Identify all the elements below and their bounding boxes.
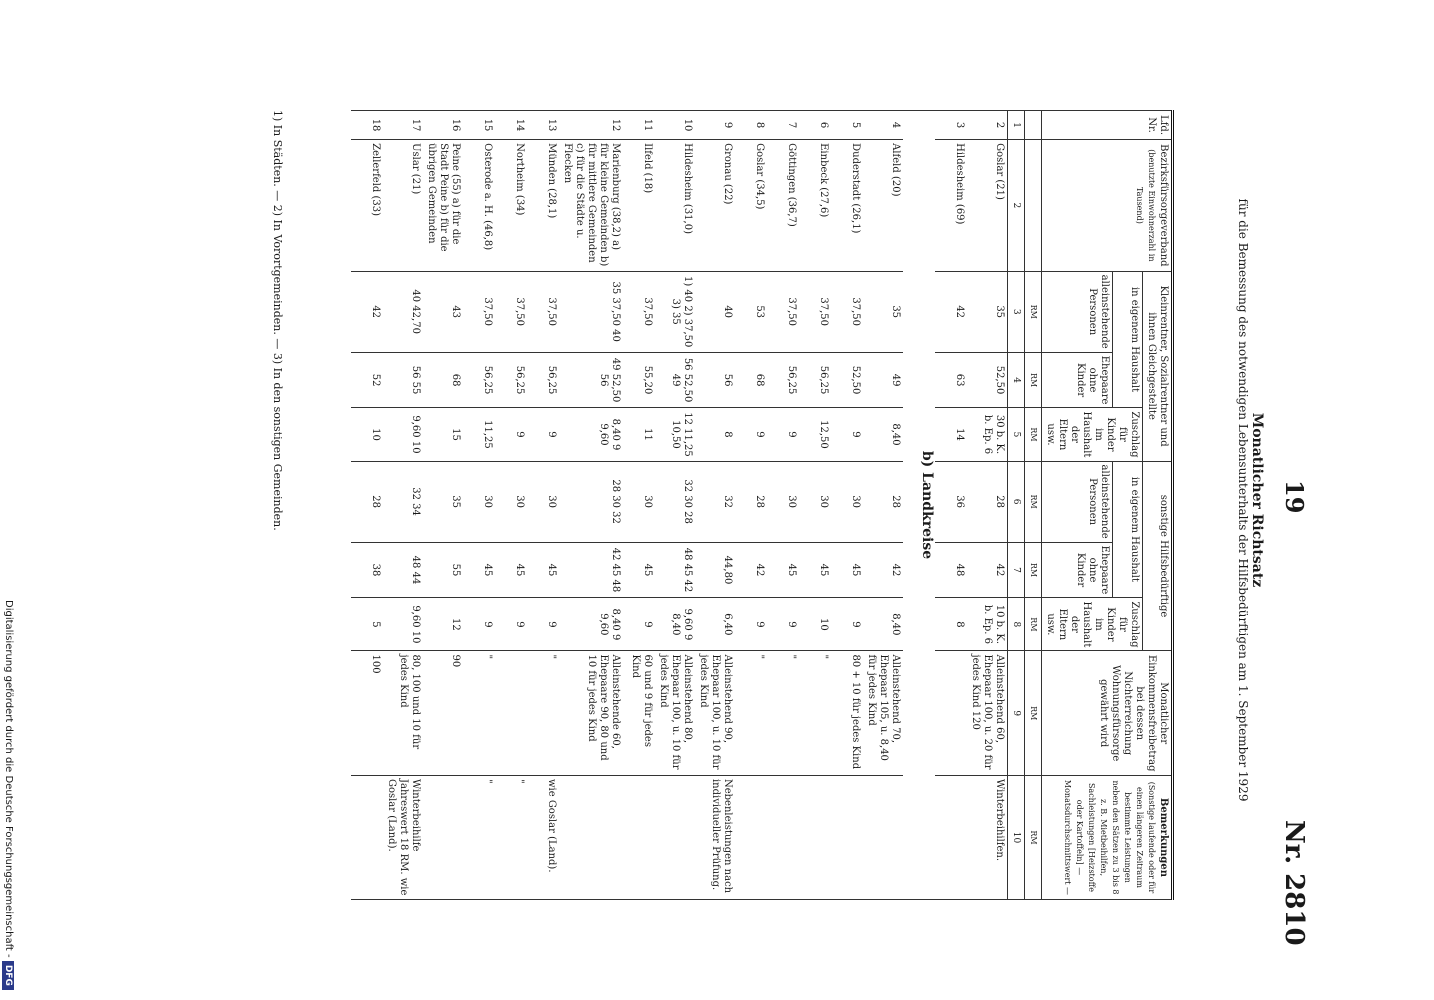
row-number: 10	[655, 111, 695, 140]
cell-a-child: 14	[935, 408, 967, 461]
district-name: Hildesheim (31,0)	[655, 140, 695, 272]
cell-a-alone: 53	[735, 271, 767, 352]
cell-remarks	[351, 775, 383, 899]
cell-b-child: 9	[735, 598, 767, 651]
cell-a-couple: 52,50	[967, 352, 1008, 408]
cell-b-couple: 42	[967, 542, 1008, 598]
table-row	[967, 111, 1008, 900]
col-number: 1	[1008, 111, 1025, 140]
district-name: Northeim (34)	[495, 140, 527, 272]
cell-income: 90	[423, 651, 463, 776]
district-name: Marienburg (38,2) a) für kleine Gemeinden b) für mittlere Gemeinden c) für die Städte u. Flecken	[559, 140, 623, 272]
cell-remarks	[799, 775, 831, 899]
cell-a-alone: 42	[935, 271, 967, 352]
cell-income: 60 und 9 für jedes Kind	[623, 651, 655, 776]
col-number: 9	[1008, 651, 1025, 776]
district-name: Hildesheim (69)	[935, 140, 967, 272]
col-a-in-household: in eigenem Haushalt	[1113, 271, 1143, 408]
cell-a-couple: 56 52,50 49	[655, 352, 695, 408]
cell-income: "	[463, 651, 495, 776]
table-row	[351, 111, 383, 900]
section-row	[903, 111, 935, 900]
cell-b-alone: 28	[351, 461, 383, 542]
cell-remarks: Winterbeihilfe Jahreswert 18 RM. wie Goslar (Land).	[383, 775, 423, 899]
cell-b-child: 8	[935, 598, 967, 651]
credit-strip	[2, 600, 14, 995]
unit-label: RM	[1025, 461, 1042, 542]
cell-b-alone: 35	[423, 461, 463, 542]
table-row	[831, 111, 863, 900]
cell-a-alone: 35 37,50 40	[559, 271, 623, 352]
cell-a-child: 12,50	[799, 408, 831, 461]
col-header-district-title: Bezirksfürsorgeverband	[1158, 144, 1169, 267]
cell-a-alone: 37,50	[831, 271, 863, 352]
cell-a-child: 9	[767, 408, 799, 461]
unit-label: RM	[1025, 775, 1042, 899]
table-row	[735, 111, 767, 900]
district-name: Goslar (34,5)	[735, 140, 767, 272]
cell-remarks	[559, 775, 623, 899]
cell-a-couple: 49 52,50 56	[559, 352, 623, 408]
cell-b-couple: 55	[423, 542, 463, 598]
district-name: Gronau (22)	[695, 140, 735, 272]
cell-remarks	[655, 775, 695, 899]
cell-b-child: 9	[527, 598, 559, 651]
cell-b-child: 8,40 9 9,60	[559, 598, 623, 651]
cell-a-couple: 52,50	[831, 352, 863, 408]
cell-b-alone: 30	[463, 461, 495, 542]
cell-remarks: "	[495, 775, 527, 899]
row-number: 7	[767, 111, 799, 140]
district-name: Uslar (21)	[383, 140, 423, 272]
table-row	[655, 111, 695, 900]
cell-a-child: 8	[695, 408, 735, 461]
cell-remarks	[767, 775, 799, 899]
cell-a-child: 9	[495, 408, 527, 461]
table-row	[767, 111, 799, 900]
row-number: 18	[351, 111, 383, 140]
cell-a-couple: 49	[863, 352, 903, 408]
col-header-no: Lfd. Nr.	[1042, 111, 1173, 140]
cell-b-alone: 28	[967, 461, 1008, 542]
cell-b-alone: 28	[863, 461, 903, 542]
table-row	[935, 111, 967, 900]
cell-b-child: 9	[831, 598, 863, 651]
cell-b-couple: 48 44	[383, 542, 423, 598]
credit-text: Digitalisierung gefördert durch die Deutsche Forschungsgemeinschaft -	[3, 600, 14, 958]
cell-a-alone: 35	[967, 271, 1008, 352]
unit-label: RM	[1025, 408, 1042, 461]
cell-income: "	[767, 651, 799, 776]
cell-a-child: 8,40 9 9,60	[559, 408, 623, 461]
col-b-in-household: in eigenem Haushalt	[1113, 461, 1143, 598]
cell-b-couple: 45	[799, 542, 831, 598]
data-table	[351, 110, 1174, 900]
cell-b-child: 10 b. K. b. Ep. 6	[967, 598, 1008, 651]
cell-a-couple: 56,25	[463, 352, 495, 408]
cell-b-alone: 28	[735, 461, 767, 542]
cell-a-couple: 56,25	[767, 352, 799, 408]
cell-b-alone: 30	[767, 461, 799, 542]
district-name: Einbeck (27,6)	[799, 140, 831, 272]
document-number: Nr. 2810	[1279, 820, 1309, 946]
cell-b-alone: 30	[495, 461, 527, 542]
cell-remarks: Winterbeihilfen.	[967, 775, 1008, 899]
col-b-alone: alleinstehende Personen	[1042, 461, 1113, 542]
cell-income: Alleinstehend 90, Ehepaar 100, u. 10 für jedes Kind	[695, 651, 735, 776]
cell-a-alone: 37,50	[799, 271, 831, 352]
cell-income: 80, 100 und 10 für jedes Kind	[383, 651, 423, 776]
cell-income: Alleinstehend 70, Ehepaar 105, u. 8,40 für jedes Kind	[863, 651, 903, 776]
row-number: 17	[383, 111, 423, 140]
cell-a-couple: 68	[735, 352, 767, 408]
cell-remarks: "	[463, 775, 495, 899]
cell-income: 80 + 10 für jedes Kind	[831, 651, 863, 776]
cell-b-alone: 30	[527, 461, 559, 542]
cell-remarks	[863, 775, 903, 899]
row-number: 4	[863, 111, 903, 140]
col-header-income: Monatlicher Einkommensfreibetrag bei dessen Nichterreichung Wohnungsfürsorge gewährt wird	[1042, 651, 1173, 776]
col-group-a: Kleinrentner, Sozialrentner und ihnen Gleichgestellte	[1143, 271, 1173, 461]
table-row	[423, 111, 463, 900]
district-name: Ilfeld (18)	[623, 140, 655, 272]
cell-b-couple: 45	[463, 542, 495, 598]
cell-b-alone: 36	[935, 461, 967, 542]
col-number: 8	[1008, 598, 1025, 651]
cell-b-child: 12	[423, 598, 463, 651]
cell-b-couple: 42	[863, 542, 903, 598]
cell-a-couple: 63	[935, 352, 967, 408]
row-number: 11	[623, 111, 655, 140]
col-number: 2	[1008, 140, 1025, 272]
cell-b-alone: 32	[695, 461, 735, 542]
cell-a-child: 10	[351, 408, 383, 461]
cell-a-child: 30 b. K. b. Ep. 6	[967, 408, 1008, 461]
cell-b-alone: 32 34	[383, 461, 423, 542]
cell-b-couple: 45	[623, 542, 655, 598]
table-row	[559, 111, 623, 900]
row-number: 2	[967, 111, 1008, 140]
district-name: Alfeld (20)	[863, 140, 903, 272]
row-number: 5	[831, 111, 863, 140]
col-number: 6	[1008, 461, 1025, 542]
cell-b-couple: 42 45 48	[559, 542, 623, 598]
cell-b-child: 9	[495, 598, 527, 651]
cell-b-child: 6,40	[695, 598, 735, 651]
district-name: Peine (55) a) für die Stadt Peine b) für die übrigen Gemeinden	[423, 140, 463, 272]
table-row	[799, 111, 831, 900]
row-number: 8	[735, 111, 767, 140]
row-number: 16	[423, 111, 463, 140]
cell-a-couple: 56,25	[495, 352, 527, 408]
cell-income	[495, 651, 527, 776]
cell-remarks	[935, 775, 967, 899]
cell-remarks	[831, 775, 863, 899]
cell-remarks	[735, 775, 767, 899]
page-number: 19	[1280, 480, 1309, 514]
district-name: Osterode a. H. (46,8)	[463, 140, 495, 272]
col-a-child: Zuschlag für Kinder im Haushalt der Eltern usw.	[1042, 408, 1143, 461]
unit-label: RM	[1025, 651, 1042, 776]
cell-income: "	[735, 651, 767, 776]
cell-b-child: 9	[767, 598, 799, 651]
cell-a-couple: 56,25	[527, 352, 559, 408]
row-number: 3	[935, 111, 967, 140]
cell-b-child: 9	[463, 598, 495, 651]
cell-a-alone: 40	[695, 271, 735, 352]
table-row	[495, 111, 527, 900]
title-line-1: Monatlicher Richtsatz	[1249, 412, 1265, 588]
cell-a-couple: 55,20	[623, 352, 655, 408]
cell-b-child: 10	[799, 598, 831, 651]
district-name: Duderstadt (26,1)	[831, 140, 863, 272]
table-row	[463, 111, 495, 900]
table-row	[383, 111, 423, 900]
cell-b-alone: 30	[623, 461, 655, 542]
col-number: 4	[1008, 352, 1025, 408]
cell-a-child: 9	[527, 408, 559, 461]
cell-a-couple: 56,25	[799, 352, 831, 408]
col-number: 5	[1008, 408, 1025, 461]
cell-a-alone: 37,50	[463, 271, 495, 352]
col-header-remarks-text: (Sonstige laufende oder für einen längeren Zeitraum bestimmte Leistungen neben den Sätzen zu 3 bis 8 z. B. Mietbeihilfen, Sachleistungen [Heizstoffe oder Kartoffeln] — Monatsdurchschnittswert —	[1063, 779, 1156, 896]
cell-b-child: 5	[351, 598, 383, 651]
col-header-remarks	[1042, 775, 1173, 899]
col-header-remarks-title: Bemerkungen	[1158, 797, 1169, 878]
cell-a-couple: 56	[695, 352, 735, 408]
cell-a-alone: 35	[863, 271, 903, 352]
cell-a-couple: 52	[351, 352, 383, 408]
cell-a-child: 12 11,25 10,50	[655, 408, 695, 461]
cell-b-couple: 45	[527, 542, 559, 598]
cell-b-couple: 38	[351, 542, 383, 598]
unit-label: RM	[1025, 542, 1042, 598]
cell-remarks: Nebenleistungen nach individueller Prüfung.	[695, 775, 735, 899]
cell-a-alone: 42	[351, 271, 383, 352]
cell-remarks: wie Goslar (Land).	[527, 775, 559, 899]
cell-a-child: 9,60 10	[383, 408, 423, 461]
cell-b-couple: 42	[735, 542, 767, 598]
cell-a-alone: 37,50	[767, 271, 799, 352]
col-a-alone: alleinstehende Personen	[1042, 271, 1113, 352]
cell-income: "	[527, 651, 559, 776]
cell-a-alone: 43	[423, 271, 463, 352]
row-number: 13	[527, 111, 559, 140]
footnote: 1) In Städten. — 2) In Vorortgemeinden. — 3) In den sonstigen Gemeinden.	[271, 110, 284, 531]
cell-income: Alleinstehend 80, Ehepaar 100, u. 10 für jedes Kind	[655, 651, 695, 776]
cell-a-couple: 56 55	[383, 352, 423, 408]
section-heading: b) Landkreise	[903, 111, 935, 900]
cell-a-alone: 37,50	[623, 271, 655, 352]
cell-a-alone: 1) 40 2) 37,50 3) 35	[655, 271, 695, 352]
table-row	[695, 111, 735, 900]
cell-a-child: 9	[831, 408, 863, 461]
cell-b-couple: 48 45 42	[655, 542, 695, 598]
cell-b-alone: 32 30 28	[655, 461, 695, 542]
cell-income: "	[799, 651, 831, 776]
cell-a-child: 11,25	[463, 408, 495, 461]
cell-a-child: 9	[735, 408, 767, 461]
row-number: 15	[463, 111, 495, 140]
cell-remarks	[623, 775, 655, 899]
cell-income: Alleinstehend 60, Ehepaar 100, u. 20 für jedes Kind 120	[967, 651, 1008, 776]
title-line-2: für die Bemessung des notwendigen Lebensunterhalts der Hilfsbedürftigen am 1. September 1929	[1236, 198, 1250, 802]
col-b-couple: Ehepaare ohne Kinder	[1042, 542, 1113, 598]
table-row	[527, 111, 559, 900]
row-number: 12	[559, 111, 623, 140]
cell-b-alone: 30	[831, 461, 863, 542]
dfg-logo: DFG	[2, 961, 14, 990]
cell-a-alone: 37,50	[495, 271, 527, 352]
cell-income: Alleinstehende 60, Ehepaare 90, 80 und 10 für jedes Kind	[559, 651, 623, 776]
table-title	[1236, 0, 1264, 1000]
cell-a-child: 15	[423, 408, 463, 461]
unit-label: RM	[1025, 598, 1042, 651]
table-row	[863, 111, 903, 900]
col-number: 10	[1008, 775, 1025, 899]
cell-b-child: 9,60 10	[383, 598, 423, 651]
cell-b-child: 9,60 9 8,40	[655, 598, 695, 651]
col-b-child: Zuschlag für Kinder im Haushalt der Eltern usw.	[1042, 598, 1143, 651]
cell-remarks	[423, 775, 463, 899]
district-name: Goslar (21)	[967, 140, 1008, 272]
district-name: Münden (28,1)	[527, 140, 559, 272]
cell-a-child: 11	[623, 408, 655, 461]
table-body	[351, 111, 1008, 900]
cell-b-alone: 30	[799, 461, 831, 542]
cell-a-couple: 68	[423, 352, 463, 408]
cell-b-couple: 45	[495, 542, 527, 598]
district-name: Zellerfeld (33)	[351, 140, 383, 272]
cell-b-couple: 48	[935, 542, 967, 598]
cell-income	[935, 651, 967, 776]
cell-income: 100	[351, 651, 383, 776]
cell-b-child: 9	[623, 598, 655, 651]
row-number: 6	[799, 111, 831, 140]
unit-label: RM	[1025, 271, 1042, 352]
cell-b-couple: 45	[831, 542, 863, 598]
cell-b-child: 8,40	[863, 598, 903, 651]
unit-label: RM	[1025, 352, 1042, 408]
cell-b-couple: 45	[767, 542, 799, 598]
cell-a-alone: 37,50	[527, 271, 559, 352]
col-number: 7	[1008, 542, 1025, 598]
cell-b-alone: 28 30 32	[559, 461, 623, 542]
col-group-b: sonstige Hilfsbedürftige	[1143, 461, 1173, 651]
cell-a-alone: 40 42,70	[383, 271, 423, 352]
cell-b-couple: 44,80	[695, 542, 735, 598]
row-number: 14	[495, 111, 527, 140]
col-number: 3	[1008, 271, 1025, 352]
district-name: Göttingen (36,7)	[767, 140, 799, 272]
cell-a-child: 8,40	[863, 408, 903, 461]
col-header-district	[1042, 140, 1173, 272]
row-number: 9	[695, 111, 735, 140]
col-a-couple: Ehepaare ohne Kinder	[1042, 352, 1113, 408]
table-row	[623, 111, 655, 900]
col-header-district-sub: (benutzte Einwohnerzahl in Tausend)	[1135, 149, 1156, 262]
